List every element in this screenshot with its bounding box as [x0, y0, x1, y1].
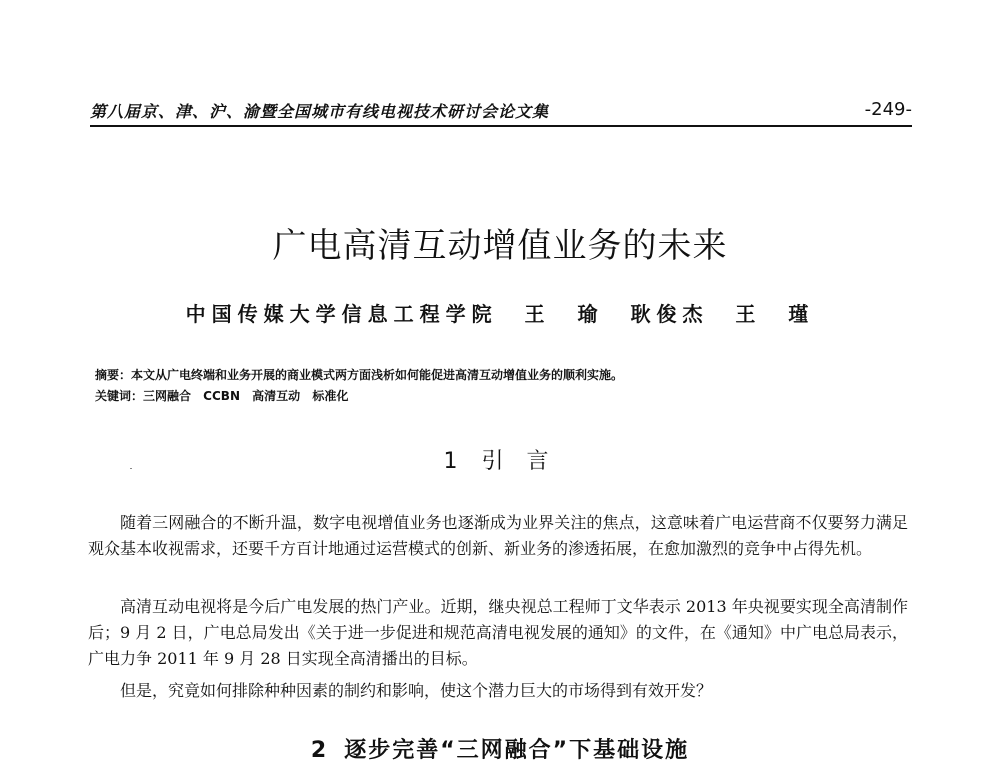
- paper-title: 广电高清互动增值业务的未来: [272, 226, 728, 266]
- page-number: -249-: [864, 99, 912, 120]
- abstract: 摘要：本文从广电终端和业务开展的商业模式两方面浅析如何能促进高清互动增值业务的顺利实施。: [95, 368, 624, 382]
- keywords: 关键词：三网融合 CCBN 高清互动 标准化: [95, 389, 349, 403]
- section-heading-1: [0, 444, 1000, 475]
- body-paragraph: 随着三网融合的不断升温，数字电视增值业务也逐渐成为业界关注的焦点，这意味着广电运营商不仅要努力满足观众基本收视需求，还要千方百计地通过运营模式的创新、新业务的渗透拓展，在愈加激烈的竞争中占得先机。: [88, 513, 908, 558]
- section-number: 1: [443, 449, 466, 474]
- scan-mark: [130, 468, 132, 469]
- journal-title: 第八届京、津、沪、渝暨全国城市有线电视技术研讨会论文集: [90, 102, 550, 121]
- author-line: 中国传媒大学信息工程学院 王 瑜 耿俊杰 王 瑾: [185, 302, 815, 326]
- section-heading-2: [0, 733, 1000, 764]
- body-paragraph: 高清互动电视将是今后广电发展的热门产业。近期，继央视总工程师丁文华表示 2013 年央视要实现全高清制作后；9 月 2 日，广电总局发出《关于进一步促进和规范高清电视发展的通知》的文件，在《通知》中广电总局表示，广电力争 2011 年 9 月 28 日实现全高清播出的目标。: [88, 597, 908, 668]
- section-title: 引 言: [481, 449, 557, 474]
- section-title: 逐步完善“三网融合”下基础设施: [344, 738, 690, 763]
- body-paragraph: 但是，究竟如何排除种种因素的制约和影响，使这个潜力巨大的市场得到有效开发？: [120, 681, 713, 700]
- running-header: [90, 99, 912, 127]
- section-number: 2: [310, 738, 329, 763]
